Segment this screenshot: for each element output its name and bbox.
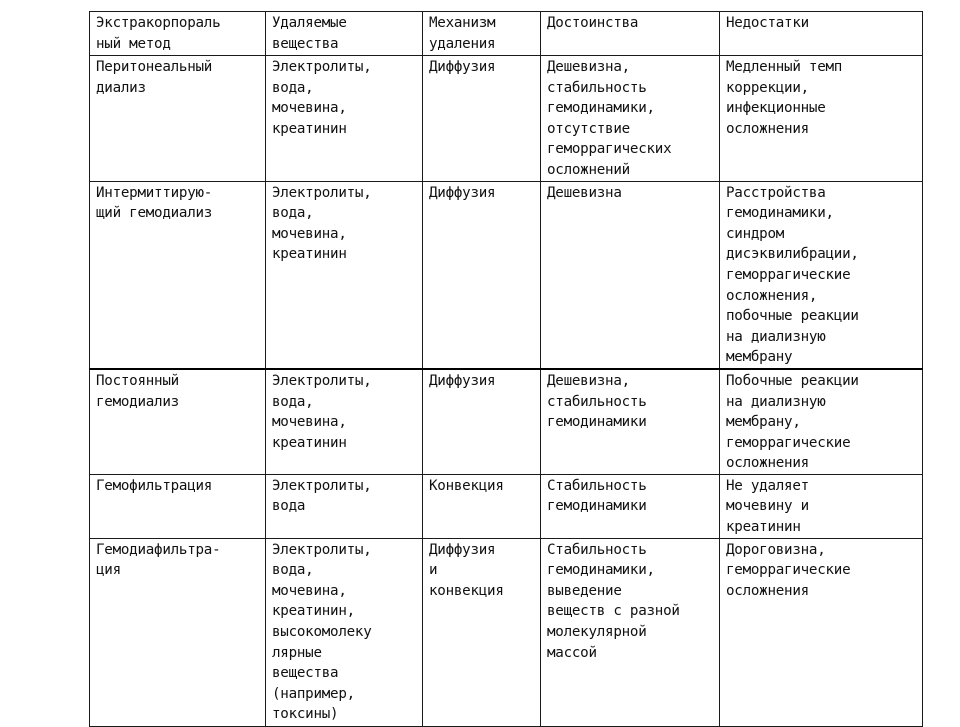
mechanism-text: Диффузия — [429, 184, 496, 201]
substances-text: Электролиты, вода, мочевина, креатинин — [272, 372, 372, 451]
advantages-text: Дешевизна, стабильность гемодинамики, отсутствие геморрагических осложнений — [547, 59, 672, 178]
advantages-text: Дешевизна, стабильность гемодинамики — [547, 372, 647, 431]
table-row — [90, 369, 923, 474]
mechanism-text: Диффузия — [429, 372, 496, 389]
header-cell-substances — [266, 12, 423, 56]
cell-substances — [266, 56, 423, 182]
method-text: Перитонеальный диализ — [96, 59, 213, 96]
cell-mechanism — [423, 369, 541, 474]
advantages-text: Стабильность гемодинамики — [547, 477, 647, 515]
table-row — [90, 181, 923, 369]
disadvantages-text: Расстройства гемодинамики, синдром дисэквилибрации, геморрагические осложнения, побочные реакции на диализную мембрану — [726, 184, 859, 366]
dialysis-methods-table — [89, 11, 923, 727]
cell-advantages — [541, 369, 720, 474]
cell-disadvantages — [720, 56, 923, 182]
cell-method — [90, 56, 266, 182]
cell-substances — [266, 474, 423, 538]
advantages-text: Стабильность гемодинамики, выведение веществ с разной молекулярной массой — [547, 541, 680, 661]
disadvantages-text: Не удаляет мочевину и креатинин — [726, 477, 809, 536]
header-mechanism-text: Механизм удаления — [429, 15, 496, 52]
header-disadvantages-text: Недостатки — [726, 15, 809, 31]
cell-disadvantages — [720, 369, 923, 474]
substances-text: Электролиты, вода — [272, 477, 372, 515]
disadvantages-text: Медленный темп коррекции, инфекционные осложнения — [726, 59, 843, 137]
cell-advantages — [541, 538, 720, 726]
header-method-text: Экстракорпораль ный метод — [96, 15, 221, 52]
disadvantages-text: Дороговизна, геморрагические осложнения — [726, 541, 851, 599]
substances-text: Электролиты, вода, мочевина, креатинин — [272, 184, 372, 263]
header-advantages-text: Достоинства — [547, 15, 639, 31]
header-substances-text: Удаляемые вещества — [272, 15, 347, 52]
cell-substances — [266, 538, 423, 726]
cell-method — [90, 369, 266, 474]
table-header-row — [90, 12, 923, 56]
cell-advantages — [541, 56, 720, 182]
mechanism-text: Диффузия — [429, 59, 496, 75]
cell-disadvantages — [720, 181, 923, 369]
header-cell-method — [90, 12, 266, 56]
table-row — [90, 474, 923, 538]
method-text: Гемофильтрация — [96, 477, 213, 494]
disadvantages-text: Побочные реакции на диализную мембрану, геморрагические осложнения — [726, 372, 859, 472]
cell-mechanism — [423, 181, 541, 369]
method-text: Гемодиафильтра- ция — [96, 541, 221, 579]
advantages-text: Дешевизна — [547, 184, 622, 201]
method-text: Интермиттирую- щий гемодиализ — [96, 184, 213, 222]
table-row — [90, 56, 923, 182]
table-row — [90, 538, 923, 726]
mechanism-text: Конвекция — [429, 477, 504, 494]
cell-method — [90, 181, 266, 369]
cell-mechanism — [423, 56, 541, 182]
cell-disadvantages — [720, 474, 923, 538]
mechanism-text: Диффузия и конвекция — [429, 541, 504, 599]
cell-substances — [266, 369, 423, 474]
cell-method — [90, 474, 266, 538]
cell-advantages — [541, 181, 720, 369]
substances-text: Электролиты, вода, мочевина, креатинин, высокомолеку лярные вещества (например, токсины) — [272, 541, 372, 723]
method-text: Постоянный гемодиализ — [96, 372, 179, 410]
substances-text: Электролиты, вода, мочевина, креатинин — [272, 59, 372, 137]
header-cell-mechanism — [423, 12, 541, 56]
header-cell-disadvantages — [720, 12, 923, 56]
header-cell-advantages — [541, 12, 720, 56]
cell-substances — [266, 181, 423, 369]
cell-mechanism — [423, 538, 541, 726]
cell-disadvantages — [720, 538, 923, 726]
cell-advantages — [541, 474, 720, 538]
cell-method — [90, 538, 266, 726]
cell-mechanism — [423, 474, 541, 538]
